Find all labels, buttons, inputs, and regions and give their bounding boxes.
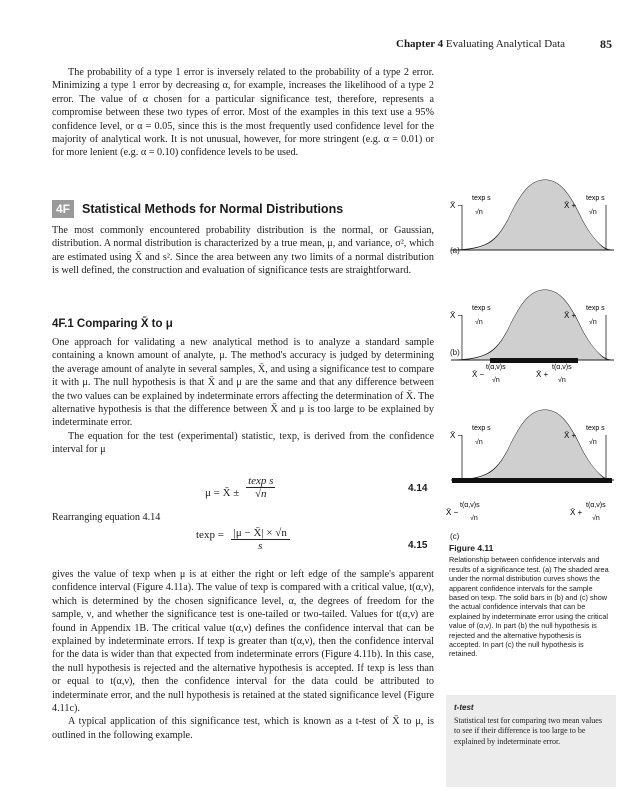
panel-c-curve (451, 410, 614, 483)
subsection-paragraph-3: gives the value of texp when μ is at either the right or left edge of the sample's apparent confidence interval (Figure 4.11a). The value of texp is compared with a critical value, t(α,ν), which is determined by the chosen significance level, α, the degrees of freedom for the sample, ν, and whether the significance test is one-tailed or two-tailed. Values for t(α,ν) are found in Appendix 1B. The critical value t(α,ν) defines the confidence interval that can be explained by indeterminate errors. If texp is greater than t(α,ν), then the confidence interval for the data is wider than that expected from indeterminate errors (Figure 4.11b). In this case, the null hypothesis is rejected and the alternative hypothesis is accepted. If texp is less than or equal to t(α,ν), then the confidence interval for the data could be attributed to indeterminate error, and the null hypothesis is retained at the stated significance level (Figure 4.11c). (52, 569, 434, 715)
panel-c-crit-right-t: t(α,ν)s (586, 502, 606, 509)
panel-b-crit-left-label: X̄ − (472, 370, 485, 379)
figure-4-11 (446, 170, 616, 545)
panel-b-left-label: X̄ − (450, 311, 463, 320)
eq1-lhs: μ = X̄ ± (205, 487, 240, 500)
eq1-numerator: texp s (248, 475, 274, 487)
panel-c-critical-bar (452, 478, 612, 483)
intro-block (52, 66, 434, 160)
panel-c-left-sqrtn: √n (475, 439, 483, 446)
eq2-denominator: s (258, 540, 263, 552)
panel-c-tag: (c) (450, 532, 460, 541)
glossary-term: t-test (454, 703, 474, 712)
equation-4-14 (205, 475, 275, 500)
eq1-number: 4.14 (408, 483, 428, 494)
panel-c-left-texp: texp s (472, 425, 491, 432)
subsection-body (52, 336, 434, 457)
figure-caption (449, 544, 614, 659)
panel-a-right-sqrtn: √n (589, 209, 597, 216)
panel-b-crit-right-label: X̄ + (536, 370, 549, 379)
section-body (52, 224, 434, 278)
panel-b-right-texp: texp s (586, 305, 605, 312)
page-number: 85 (600, 37, 612, 51)
panel-b-critical-bar (490, 358, 578, 363)
chapter-title: Evaluating Analytical Data (445, 38, 566, 50)
panel-c-right-sqrtn: √n (589, 439, 597, 446)
panel-c-crit-left-label: X̄ − (446, 508, 459, 517)
eq2-numerator: |μ − X̄| × √n (231, 527, 290, 540)
figure-caption-text: Relationship between confidence intervals and results of a significance test. (a) The shaded area under the normal distribution curves shows the apparent confidence intervals for the sample based on texp. The solid bars in (b) and (c) show the actual confidence intervals that can be explained by indeterminate error using the critical value of (α,ν). In part (b) the null hypothesis is rejected and the alternative hypothesis is accepted. In part (c) the null hypothesis is retained. (449, 555, 609, 659)
eq2-number: 4.15 (408, 540, 428, 551)
rearranging-text: Rearranging equation 4.14 (52, 512, 161, 523)
subsection-title: 4F.1 Comparing X̄ to μ (52, 318, 173, 330)
subsection-paragraph-2: The equation for the test (experimental) statistic, texp, is derived from the confidence interval for μ (52, 430, 434, 456)
eq1-denominator: √n (255, 488, 267, 500)
panel-b-tag: (b) (450, 348, 460, 357)
panel-b-left-texp: texp s (472, 305, 491, 312)
eq2-lhs: texp = (196, 529, 224, 542)
panel-c-crit-right-sqrtn: √n (592, 515, 600, 522)
figure-caption-title: Figure 4.11 (449, 543, 494, 553)
panel-b-crit-left-t: t(α,ν)s (486, 364, 506, 371)
panel-c-crit-left-sqrtn: √n (470, 515, 478, 522)
section-paragraph: The most commonly encountered probability distribution is the normal, or Gaussian, distribution. A normal distribution is characterized by a true mean, μ, and variance, σ², which are estimated using X̄ and s². Since the area between any two limits of a normal distribution is well defined, the construction and evaluation of significance tests are straightforward. (52, 225, 434, 277)
glossary-sidebar (446, 695, 616, 787)
panel-c-crit-right-label: X̄ + (570, 508, 583, 517)
panel-b-crit-right-t: t(α,ν)s (552, 364, 572, 371)
figure-4-11-graphic (446, 170, 616, 540)
rearranging-line (52, 511, 434, 524)
panel-b-crit-right-sqrtn: √n (558, 377, 566, 384)
panel-a-left-texp: texp s (472, 195, 491, 202)
subsection-paragraph-1: One approach for validating a new analytical method is to analyze a standard sample containing a known amount of analyte, μ. The method's accuracy is judged by determining the average amount of analyte in several samples, X̄, and using a significance test to compare it with μ. The null hypothesis is that X̄ and μ are the same and that any difference between the two values can be explained by indeterminate errors affecting the determination of X̄. The alternative hypothesis is that the difference between X̄ and μ is too large to be explained by indeterminate error. (52, 337, 434, 429)
panel-a-right-label: X̄ + (564, 201, 577, 210)
subsection-paragraph-4: A typical application of this significance test, which is known as a t-test of X̄ to μ, is outlined in the following example. (52, 716, 434, 741)
section-title: Statistical Methods for Normal Distributions (82, 202, 344, 216)
equation-4-15 (196, 527, 290, 552)
panel-b-crit-left-sqrtn: √n (492, 377, 500, 384)
page-header (396, 38, 612, 50)
panel-b-right-label: X̄ + (564, 311, 577, 320)
panel-b-left-sqrtn: √n (475, 319, 483, 326)
panel-a-left-label: X̄ − (450, 201, 463, 210)
section-number-badge: 4F (52, 200, 74, 218)
glossary-definition: Statistical test for comparing two mean values to see if their difference is too large to be explained by indeterminate error. (454, 715, 602, 746)
panel-c-right-texp: texp s (586, 425, 605, 432)
discussion-body (52, 568, 434, 742)
intro-paragraph: The probability of a type 1 error is inversely related to the probability of a type 2 error. Minimizing a type 1 error by decreasing α, for example, increases the likelihood of a type 2 error. The value of α chosen for a particular significance test, therefore, represents a compromise between these two types of error. Most of the examples in this text use a 95% confidence level, or α = 0.05, since this is the most frequently used confidence level for the majority of analytical work. It is not unusual, however, for more stringent (e.g. α = 0.01) or for more lenient (e.g. α = 0.10) confidence levels to be used. (52, 67, 434, 159)
section-heading (52, 200, 434, 218)
panel-a-tag: (a) (450, 246, 460, 255)
panel-c-crit-left-t: t(α,ν)s (460, 502, 480, 509)
panel-a-right-texp: texp s (586, 195, 605, 202)
panel-a-left-sqrtn: √n (475, 209, 483, 216)
panel-c-left-label: X̄ − (450, 431, 463, 440)
panel-c-right-label: X̄ + (564, 431, 577, 440)
panel-b-right-sqrtn: √n (589, 319, 597, 326)
chapter-label: Chapter 4 (396, 38, 444, 50)
panel-b-curve (451, 290, 614, 363)
